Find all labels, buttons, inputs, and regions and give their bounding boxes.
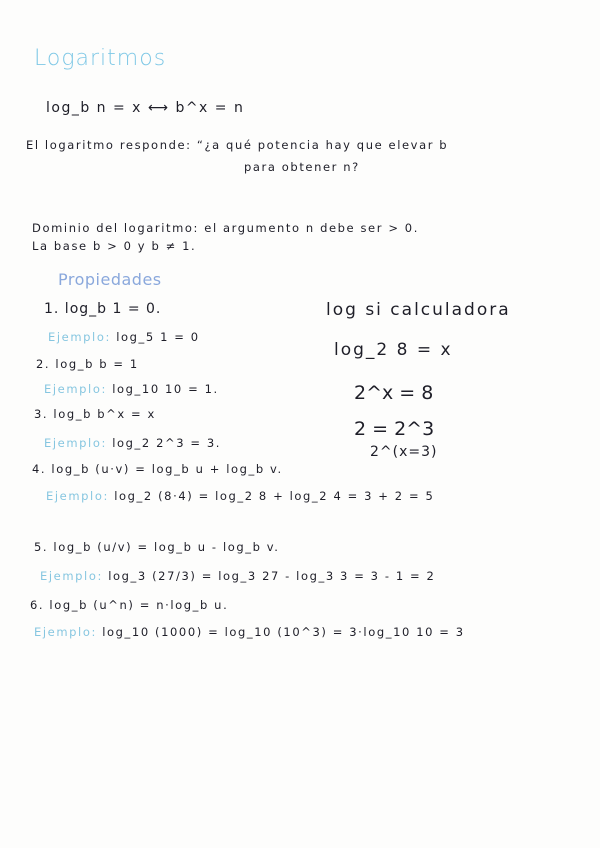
example-label: Ejemplo: (40, 569, 103, 583)
property-2-rule: 2. log_b b = 1 (36, 357, 139, 371)
example-label: Ejemplo: (44, 382, 107, 396)
property-3-rule: 3. log_b b^x = x (34, 407, 156, 421)
property-1-example (48, 330, 200, 344)
definition-text: log_b n = x ⟷ b^x = n (46, 100, 245, 116)
question-line-1: El logaritmo responde: “¿a qué potencia hay que elevar b (26, 138, 449, 152)
example-formula: log_10 10 = 1. (112, 382, 219, 396)
property-2-example (44, 382, 219, 396)
example-label: Ejemplo: (34, 625, 97, 639)
property-5-rule: 5. log_b (u/v) = log_b u - log_b v. (34, 540, 280, 554)
side-title: log si calculadora (326, 300, 511, 320)
example-label: Ejemplo: (48, 330, 111, 344)
property-6-example (34, 625, 465, 639)
property-5-example (40, 569, 435, 583)
page-title: Logaritmos (34, 46, 167, 71)
definition-formula (46, 100, 244, 116)
side-eq-3: 2 = 2^3 (354, 418, 435, 440)
example-label: Ejemplo: (44, 436, 107, 450)
properties-title: Propiedades (58, 270, 162, 289)
side-eq-1: log_2 8 = x (334, 340, 453, 360)
example-formula: log_5 1 = 0 (116, 330, 200, 344)
property-6-rule: 6. log_b (u^n) = n·log_b u. (30, 598, 229, 612)
example-formula: log_2 2^3 = 3. (112, 436, 222, 450)
question-line-2: para obtener n? (244, 160, 360, 174)
property-3-example (44, 436, 221, 450)
property-4-rule: 4. log_b (u·v) = log_b u + log_b v. (32, 462, 283, 476)
domain-line-2: La base b > 0 y b ≠ 1. (32, 239, 197, 253)
example-formula: log_2 (8·4) = log_2 8 + log_2 4 = 3 + 2 = 5 (114, 489, 435, 503)
example-label: Ejemplo: (46, 489, 109, 503)
example-formula: log_10 (1000) = log_10 (10^3) = 3·log_10 10 = 3 (102, 625, 465, 639)
property-1-rule: 1. log_b 1 = 0. (44, 301, 162, 317)
domain-line-1: Dominio del logaritmo: el argumento n debe ser > 0. (32, 221, 419, 235)
side-eq-2: 2^x = 8 (354, 382, 434, 404)
property-4-example (46, 489, 434, 503)
example-formula: log_3 (27/3) = log_3 27 - log_3 3 = 3 - 1 = 2 (108, 569, 436, 583)
side-eq-4: 2^(x=3) (370, 444, 438, 460)
